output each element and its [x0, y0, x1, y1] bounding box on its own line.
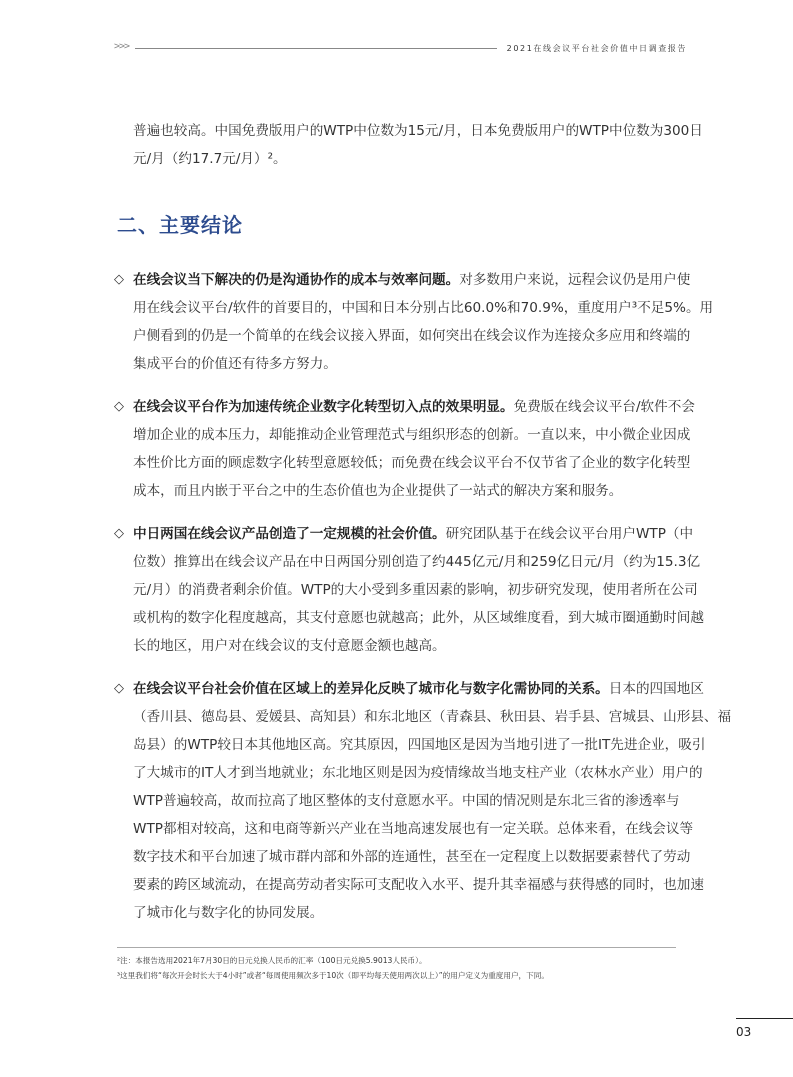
footnote-3: ³这里我们将“每次开会时长大于4小时”或者“每周使用频次多于10次（即平均每天使用两次以上）”的用户定义为重度用户，下同。	[117, 971, 549, 980]
footnote-2: ²注：本报告选用2021年7月30日的日元兑换人民币的汇率（100日元兑换5.9013人民币）。	[117, 956, 427, 965]
bullet-first-line	[133, 397, 695, 417]
bullet-line: 位数）推算出在线会议产品在中日两国分别创造了约445亿元/月和259亿日元/月（约为15.3亿	[133, 554, 701, 570]
intro-line: 元/月（约17.7元/月）²。	[133, 151, 287, 167]
footnote-divider	[117, 947, 676, 948]
page-number-rule	[736, 1018, 793, 1019]
bullet-line: 元/月）的消费者剩余价值。WTP的大小受到多重因素的影响，初步研究发现，使用者所在公司	[133, 582, 698, 598]
bullet-line: 岛县）的WTP较日本其他地区高。究其原因，四国地区是因为当地引进了一批IT先进企业，吸引	[133, 737, 706, 753]
bullet-lead: 中日两国在线会议产品创造了一定规模的社会价值。	[133, 526, 446, 542]
intro-line: 普遍也较高。中国免费版用户的WTP中位数为15元/月，日本免费版用户的WTP中位数为300日	[133, 123, 703, 139]
bullet-first-line	[133, 270, 691, 290]
header-title: 2021在线会议平台社会价值中日调查报告	[506, 44, 687, 53]
header-divider	[135, 48, 497, 49]
diamond-bullet-icon: ◇	[114, 399, 124, 414]
bullet-line: 用在线会议平台/软件的首要目的，中国和日本分别占比60.0%和70.9%，重度用户³不足5%。用	[133, 300, 714, 316]
bullet-line: WTP普遍较高，故而拉高了地区整体的支付意愿水平。中国的情况则是东北三省的渗透率与	[133, 793, 680, 809]
bullet-lead: 在线会议当下解决的仍是沟通协作的成本与效率问题。	[133, 272, 460, 288]
bullet-line: 数字技术和平台加速了城市群内部和外部的连通性，甚至在一定程度上以数据要素替代了劳动	[133, 849, 691, 865]
bullet-line: 成本，而且内嵌于平台之中的生态价值也为企业提供了一站式的解决方案和服务。	[133, 483, 623, 499]
bullet-line: WTP都相对较高，这和电商等新兴产业在当地高速发展也有一定关联。总体来看，在线会议等	[133, 821, 694, 837]
diamond-bullet-icon: ◇	[114, 681, 124, 696]
diamond-bullet-icon: ◇	[114, 272, 124, 287]
bullet-line: 要素的跨区域流动，在提高劳动者实际可支配收入水平、提升其幸福感与获得感的同时，也加速	[133, 877, 704, 893]
bullet-text: 研究团队基于在线会议平台用户WTP（中	[445, 526, 694, 542]
bullet-first-line	[133, 524, 694, 544]
section-heading: 二、主要结论	[117, 213, 243, 237]
bullet-text: 对多数用户来说，远程会议仍是用户使	[459, 272, 691, 288]
bullet-line: 或机构的数字化程度越高，其支付意愿也就越高；此外，从区域维度看，到大城市圈通勤时间越	[133, 610, 704, 626]
bullet-line: 长的地区，用户对在线会议的支付意愿金额也越高。	[133, 638, 446, 654]
bullet-line: 增加企业的成本压力，却能推动企业管理范式与组织形态的创新。一直以来，中小微企业因成	[133, 427, 691, 443]
bullet-text: 免费版在线会议平台/软件不会	[513, 399, 695, 415]
bullet-line: （香川县、德岛县、爱媛县、高知县）和东北地区（青森县、秋田县、岩手县、宫城县、山形县、福	[133, 709, 732, 725]
page-number: 03	[736, 1025, 752, 1039]
bullet-line: 户侧看到的仍是一个简单的在线会议接入界面，如何突出在线会议作为连接众多应用和终端的	[133, 328, 691, 344]
bullet-lead: 在线会议平台社会价值在区域上的差异化反映了城市化与数字化需协同的关系。	[133, 681, 609, 697]
bullet-lead: 在线会议平台作为加速传统企业数字化转型切入点的效果明显。	[133, 399, 514, 415]
bullet-first-line	[133, 679, 704, 699]
bullet-text: 日本的四国地区	[608, 681, 704, 697]
bullet-line: 了城市化与数字化的协同发展。	[133, 905, 324, 921]
diamond-bullet-icon: ◇	[114, 526, 124, 541]
bullet-line: 集成平台的价值还有待多方努力。	[133, 356, 337, 372]
header-arrows: >>>	[114, 41, 130, 52]
bullet-line: 了大城市的IT人才到当地就业；东北地区则是因为疫情缘故当地支柱产业（农林水产业）用户的	[133, 765, 703, 781]
bullet-line: 本性价比方面的顾虑数字化转型意愿较低；而免费在线会议平台不仅节省了企业的数字化转型	[133, 455, 691, 471]
